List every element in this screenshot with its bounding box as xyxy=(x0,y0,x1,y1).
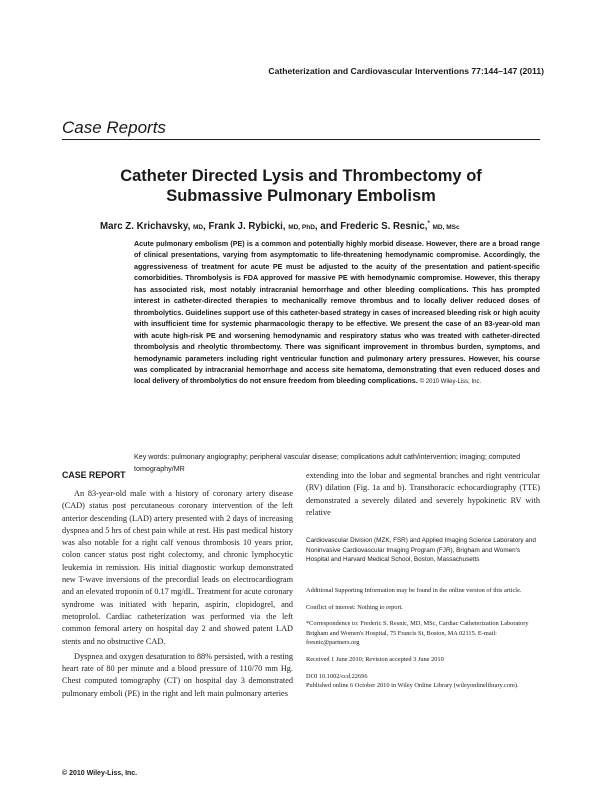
author-degree: MD xyxy=(192,224,204,232)
right-column-body: extending into the lobar and segmental branches and right ventricular (RV) dilation (Fig. 1a and b). Transthoracic echocardiography (TTE) demonstrated a severely dilated and severely hypokinetic RV with relative xyxy=(306,471,540,517)
abstract-copyright: © 2010 Wiley-Liss, Inc. xyxy=(419,379,482,386)
case-report-heading: CASE REPORT xyxy=(62,470,126,480)
abstract xyxy=(134,239,540,389)
author-degree: MD, MSc xyxy=(432,224,460,232)
author-name: Frank J. Rybicki, xyxy=(208,221,286,233)
author-degree: MD, PhD xyxy=(288,224,315,232)
body-paragraph: An 83-year-old male with a history of coronary artery disease (CAD) status post percutaneous coronary intervention of the left anterior descending (LAD) artery presented with 2 days of increasing dyspnea and 5 hrs of chest pain while at rest. His past medical history was also notable for a right calf venous thrombosis 10 years prior, colon cancer status post right colectomy, and chronic lymphocytic leukemia in remission. His initial diagnostic workup demonstrated new T-wave inversions of the precordial leads on electrocardiogram and an elevated troponin of 0.17 mg/dL. Treatment for acute coronary syndrome was initiated with heparin, aspirin, clopidogrel, and metoprolol. Cardiac catheterization was performed via the left common femoral artery on hospital day 2 and showed patent LAD stents and no obstructive CAD. xyxy=(62,489,293,646)
author-list xyxy=(100,221,460,232)
author-affiliation: Cardiovascular Division (MZK, FSR) and Applied Imaging Science Laboratory and Noninvasive Cardiovascular Imaging Program (FJR), Brigham and Women's Hospital and Harvard Medical School, Boston, Massachusetts xyxy=(306,537,536,564)
article-title xyxy=(62,166,540,206)
keywords: Key words: pulmonary angiography; peripheral vascular disease; complications adult cath/intervention; imaging; computed tomography/MR xyxy=(134,453,521,473)
footer-copyright: © 2010 Wiley-Liss, Inc. xyxy=(62,770,138,777)
left-column-body xyxy=(62,488,293,703)
author-separator: , and xyxy=(314,221,341,233)
author-name: Marc Z. Krichavsky, xyxy=(100,221,191,233)
received-note: Received 1 June 2010; Revision accepted 3 June 2010 xyxy=(306,655,444,663)
section-label: Case Reports xyxy=(62,118,166,137)
correspondence-note: *Correspondence to: Frederic S. Resnic, MD, MSc, Cardiac Catheterization Laboratory Brigham and Women's Hospital, 75 Francis St, Boston, MA 02115. E-mail: fresnic@partners.org xyxy=(306,620,529,647)
author-name: Frederic S. Resnic, xyxy=(340,221,428,233)
doi-note: DOI 10.1002/ccd.22696 Published online 6 October 2010 in Wiley Online Library (wileyonlinelibrary.com). xyxy=(306,672,519,690)
correspondence-marker: * xyxy=(427,221,430,227)
journal-citation: Catheterization and Cardiovascular Interventions 77:144–147 (2011) xyxy=(268,66,544,76)
body-paragraph: Dyspnea and oxygen desaturation to 88% persisted, with a resting heart rate of 80 per minute and a blood pressure of 110/70 mm Hg. Chest computed tomography (CT) on hospital day 3 demonstrated pulmonary emboli (PE) in the right and left main pulmonary arteries xyxy=(62,651,293,698)
header-divider xyxy=(62,139,540,140)
author-separator: , xyxy=(203,221,209,233)
article-notes xyxy=(306,586,540,698)
title-line-1: Catheter Directed Lysis and Thrombectomy of xyxy=(120,167,482,185)
abstract-text: Acute pulmonary embolism (PE) is a common and potentially highly morbid disease. However, there are a broad range of clinical presentations, varying from asymptomatic to life-threatening hemodynamic compromise. Accordingly, the aggressiveness of treatment for acute PE must be adjusted to the acuity of the presentation and patient-specific comorbidities. Thrombolysis is FDA approved for massive PE with hemodynamic compromise. However, this therapy has associated risk, most notably intracranial hemorrhage and other bleeding complications. This has prompted interest in catheter-directed therapies to mechanically remove thrombus and to locally deliver reduced doses of thrombolytics. Guidelines support use of this catheter-based strategy in cases of increased bleeding risk or high acuity with insufficient time for systemic pharmacologic therapy to be effective. We present the case of an 83-year-old man with acute high-risk PE and worsening hemodynamic and respiratory status who was treated with catheter-directed thrombolysis and rheolytic thrombectomy. There was significant improvement in thrombus burden, symptoms, and hemodynamic parameters including right ventricular function and pulmonary artery pressures. However, his course was complicated by intracranial hemorrhage and access site hematoma, demonstrating that even reduced doses and local delivery of thrombolytics do not ensure freedom from bleeding complications. xyxy=(134,240,540,386)
supporting-info-note: Additional Supporting Information may be found in the online version of this article. xyxy=(306,587,522,594)
title-line-2: Submassive Pulmonary Embolism xyxy=(166,187,436,205)
conflict-note: Conflict of interest: Nothing to report. xyxy=(306,603,403,611)
